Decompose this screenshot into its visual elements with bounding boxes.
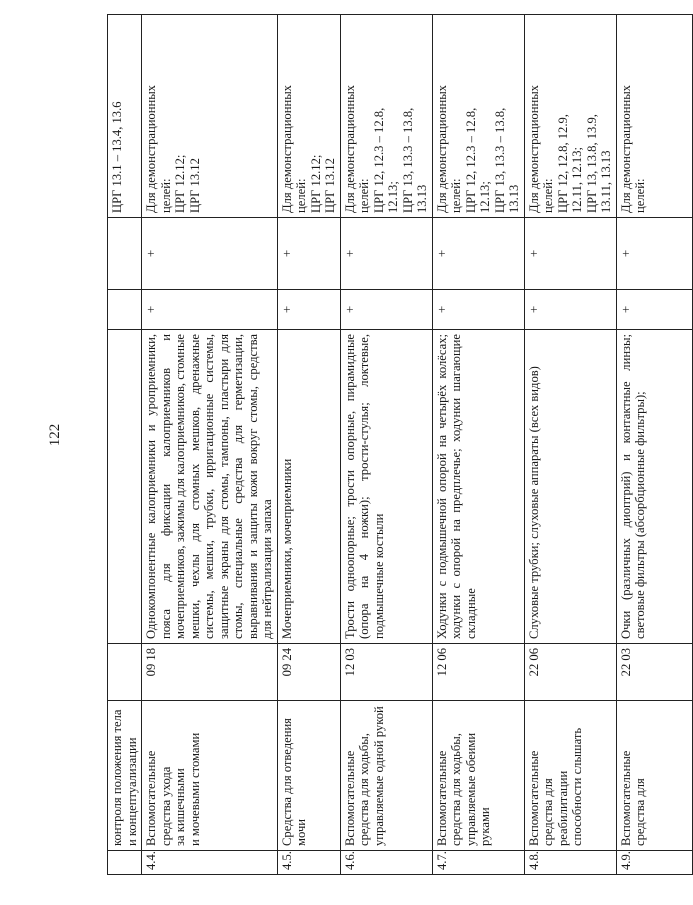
curriculum-line: целей: [158,178,173,213]
curriculum-line: 12.13; [478,181,492,213]
name-line: Вспомогательные [342,750,357,846]
name-line: средства для ходьбы, [449,733,463,846]
name-cell [524,701,616,851]
name-line: Средства для отведения [279,718,294,846]
name-cell [432,701,524,851]
curriculum-line: ЦРГ 13, 13.8, 13.9, [584,114,599,213]
name-cell [616,701,692,851]
name-line: контроля положения тела [110,709,124,846]
name-line: управляемые обеими [463,732,478,846]
iso-code: 12 03 [340,644,432,701]
curriculum-line: ЦРГ 13.12 [187,158,202,213]
curriculum-cell [616,15,692,218]
name-line: и концептуализации [124,737,139,846]
table-row [142,15,278,875]
name-line: Вспомогательные [526,750,541,846]
curriculum-line: ЦРГ 13, 13.3 – 13.8, [492,107,507,213]
description: Слуховые трубки; слуховые аппараты (всех видов) [524,330,616,644]
iso-code: 09 18 [142,644,278,701]
iso-code: 22 03 [616,644,692,701]
name-line: руками [478,807,492,846]
table-row [340,15,432,875]
desc-cell [108,330,142,644]
curriculum-line: 12.13; [386,181,400,213]
curriculum-line: ЦРГ 12, 12.3 – 12.8, [371,107,386,213]
row-number: 4.5. [277,851,340,875]
plus-mark: + [142,218,278,290]
name-line: Вспомогательные [434,750,449,846]
row-number: 4.9. [616,851,692,875]
curriculum-line: Для демонстрационных [279,85,294,213]
curriculum-line: ЦРГ 13, 13.3 – 13.8, [400,107,415,213]
description: Однокомпонентные калоприемники и уроприемники, пояса для фиксации калоприемников и мочеприемников, зажимы для калоприемников, стомные мешки, чехлы для стомных мешков, дренажные системы, мешки, трубки, ирригационные системы, защитные экраны для стомы, тампоны, пластыри для стомы, специальные средства для герметизации, выравнивания и защиты кожи вокруг стомы, средства для нейтрализации запаха [142,330,278,644]
iso-code: 12 06 [432,644,524,701]
name-line: Вспомогательные [618,750,633,846]
curriculum-line: Для демонстрационных [144,85,158,213]
mark-cell [108,218,142,290]
curriculum-line: Для демонстрационных [526,85,541,213]
table-row [432,15,524,875]
table-body [108,15,693,875]
curriculum-line: ЦРГ 12.12; [308,154,323,213]
curriculum-line: ЦРГ 13.12 [323,158,337,213]
rotated-sheet [107,15,647,875]
row-number: 4.8. [524,851,616,875]
plus-mark: + [524,290,616,330]
name-line: средства для ходьбы, [357,733,371,846]
name-line: Вспомогательные [144,750,158,846]
name-line: средства для [541,778,555,846]
curriculum-cell [142,15,278,218]
curriculum-line: целей: [633,178,647,213]
name-cell [108,701,142,851]
curriculum-line: ЦРГ 12, 12.8, 12.9, [555,114,570,213]
plus-mark: + [432,290,524,330]
plus-mark: + [277,290,340,330]
table-row [616,15,692,875]
description: Ходунки с подмышечной опорой на четырёх колёсах; ходунки с опорой на предплечье; ходунки шагающие складные [432,330,524,644]
iso-code: 22 06 [524,644,616,701]
curriculum-line: 13.13 [507,184,521,213]
name-line: и мочевыми стомами [187,732,202,846]
name-line: средства ухода [158,766,173,846]
row-number: 4.6. [340,851,432,875]
table-row [524,15,616,875]
name-cell [340,701,432,851]
name-line: мочи [294,818,308,846]
curriculum-line: ЦРГ 12, 12.3 – 12.8, [463,107,478,213]
mark-cell [108,290,142,330]
equipment-table [107,14,693,875]
table-row-continuation [108,15,142,875]
plus-mark: + [432,218,524,290]
name-line: реабилитации [555,770,570,846]
plus-mark: + [277,218,340,290]
plus-mark: + [524,218,616,290]
curriculum-line: целей: [294,178,308,213]
curriculum-cell [340,15,432,218]
curriculum-line: Для демонстрационных [618,85,633,213]
plus-mark: + [340,218,432,290]
description: Трости одноопорные; трости опорные, пирамидные (опора на 4 ножки); трости-стулья; локтевые, подмышечные костыли [340,330,432,644]
code-cell [108,644,142,701]
iso-code: 09 24 [277,644,340,701]
name-line: средства для [633,778,647,846]
row-number: 4.7. [432,851,524,875]
curriculum-line: Для демонстрационных [434,85,449,213]
description: Мочеприемники, мочеприемники [277,330,340,644]
curriculum-line: Для демонстрационных [342,85,357,213]
name-line: способности слышать [570,727,584,846]
name-cell [277,701,340,851]
num-cell [108,851,142,875]
plus-mark: + [616,290,692,330]
name-cell [142,701,278,851]
table-row [277,15,340,875]
curriculum-line: целей: [357,178,371,213]
curriculum-cell: ЦРГ 13.1 – 13.4, 13.6 [108,15,142,218]
plus-mark: + [340,290,432,330]
curriculum-line: целей: [541,178,555,213]
description: Очки (различных диоптрий) и контактные линзы; световые фильтры (абсорбционные фильтры); [616,330,692,644]
curriculum-line: 13.11, 13.13 [599,150,613,213]
curriculum-cell [432,15,524,218]
page-number: 122 [47,423,63,447]
plus-mark: + [142,290,278,330]
name-line: за кишечными [173,768,187,846]
row-number: 4.4. [142,851,278,875]
curriculum-line: целей: [449,178,463,213]
curriculum-cell [524,15,616,218]
curriculum-line: ЦРГ 12.12; [173,154,187,213]
plus-mark: + [616,218,692,290]
name-line: управляемые одной рукой [371,706,386,846]
curriculum-line: 13.13 [415,184,429,213]
curriculum-cell [277,15,340,218]
curriculum-line: 12.11, 12.13; [570,146,584,213]
